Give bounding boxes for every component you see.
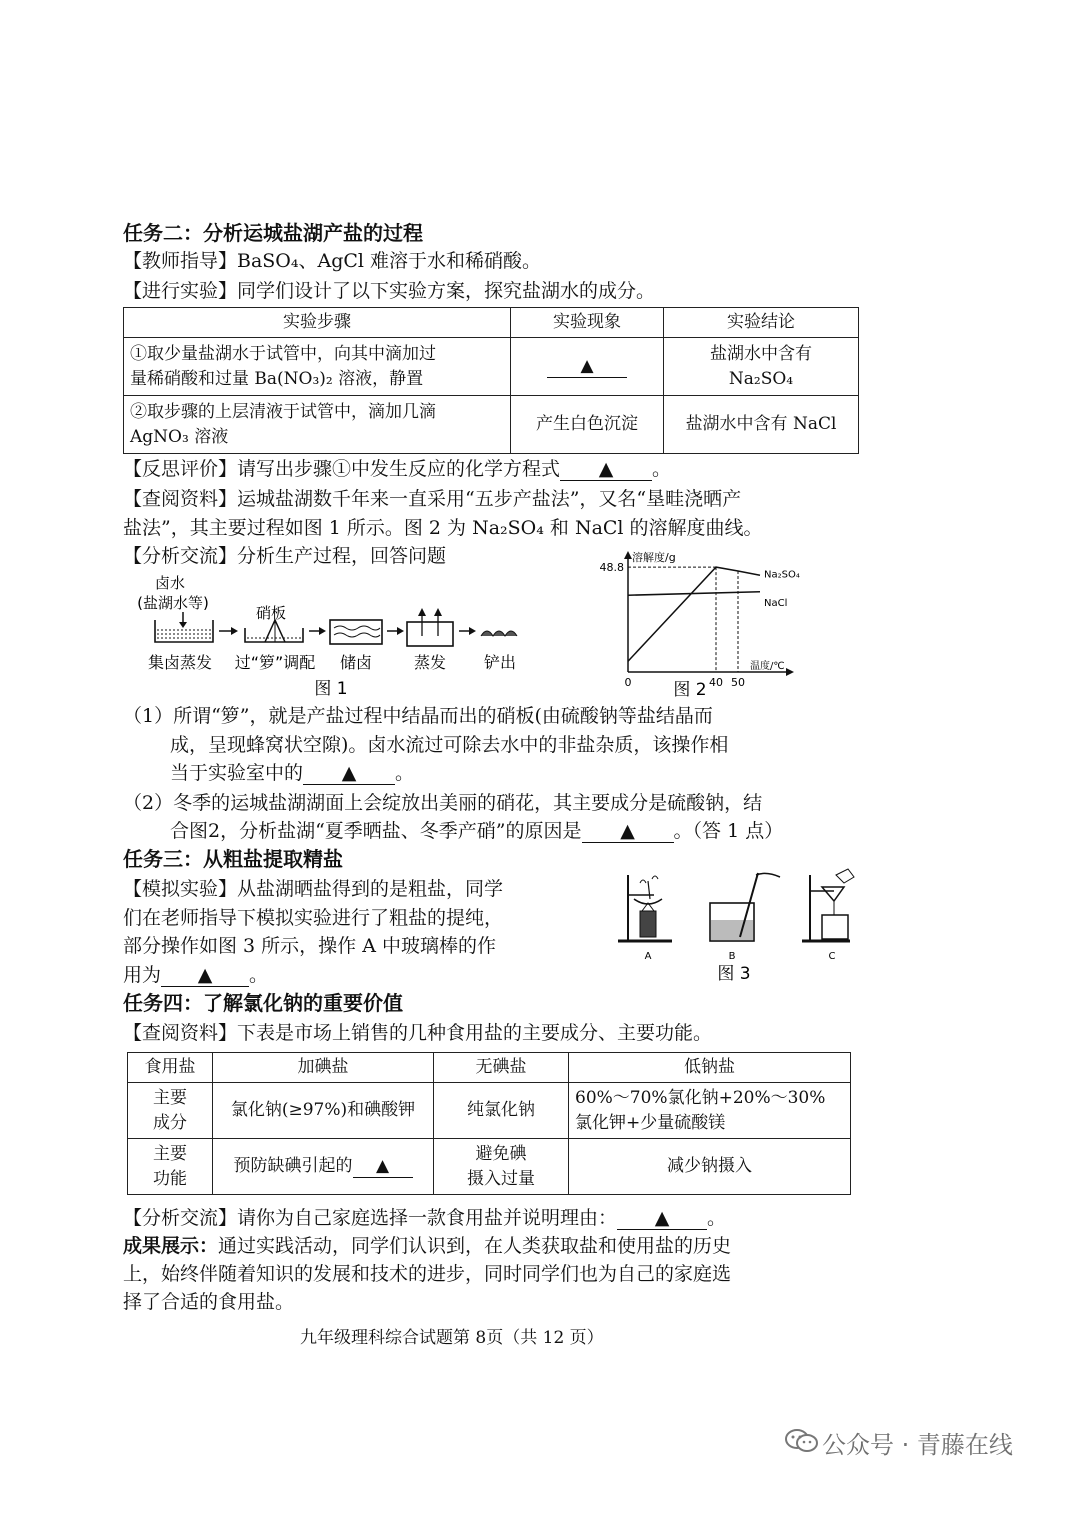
task2-title: 任务二：分析运城盐湖产盐的过程 (123, 221, 423, 245)
series-line-0 (628, 567, 760, 661)
y-axis-label: 溶解度/g (632, 551, 676, 564)
task4-title: 任务四：了解氯化钠的重要价值 (123, 991, 403, 1015)
salt-row1-lowsodium: 60%～70%氯化钠+20%～30% 氯化钾+少量硫酸镁 (569, 1083, 851, 1139)
q2-line2: 合图2，分析盐湖“夏季晒盐、冬季产硝”的原因是 ▲ 。（答 1 点） (170, 820, 784, 842)
fig3-caption: 图 3 (717, 964, 751, 984)
fig3-label-a: A (644, 951, 652, 962)
header-phenomenon: 实验现象 (511, 308, 664, 338)
salt-table (127, 1052, 851, 1195)
result-line3: 择了合适的食用盐。 (123, 1291, 295, 1313)
research-line2: 盐法”，其主要过程如图 1 所示。图 2 为 Na₂SO₄ 和 NaCl 的溶解度曲线。 (123, 517, 763, 539)
page-footer: 九年级理科综合试题第 8页（共 12 页） (300, 1328, 604, 1348)
row1-step: ①取少量盐湖水于试管中，向其中滴加过 量稀硝酸和过量 Ba(NO₃)₂ 溶液，静置 (124, 338, 511, 396)
row2-conclusion: 盐湖水中含有 NaCl (664, 396, 859, 454)
salt-row2-label: 主要 功能 (128, 1139, 213, 1195)
fig1-brine-label: 卤水 (154, 574, 186, 592)
q1-line3: 当于实验室中的 ▲ 。 (170, 762, 415, 784)
x-axis-label: 温度/℃ (750, 661, 785, 672)
salt-row2-lowsodium: 减少钠摄入 (569, 1139, 851, 1195)
fig1-step3: 储卤 (339, 653, 373, 672)
row2-step: ②取步骤的上层清液于试管中，滴加几滴 AgNO₃ 溶液 (124, 396, 511, 454)
q2-line1: （2）冬季的运城盐湖湖面上会绽放出美丽的硝花，其主要成分是硫酸钠，结 (123, 792, 763, 814)
x-tick-0: 0 (624, 676, 632, 689)
header-steps: 实验步骤 (124, 308, 511, 338)
figure2-solubility-chart (590, 545, 820, 705)
fig1-step2: 过“箩”调配 (234, 653, 316, 672)
fig1-caption: 图 1 (314, 679, 348, 699)
wechat-icon (785, 1428, 819, 1452)
fig3-label-c: C (828, 951, 836, 962)
y-tick-48-8: 48.8 (599, 561, 624, 575)
fig3-label-b: B (728, 951, 736, 962)
task3-title: 任务三：从粗盐提取精盐 (123, 847, 343, 871)
x-tick-50: 50 (731, 676, 745, 689)
header-conclusion: 实验结论 (664, 308, 859, 338)
experiment-table (123, 307, 859, 454)
experiment-intro: 【进行实验】同学们设计了以下实验方案，探究盐湖水的成分。 (123, 280, 656, 302)
row2-phenomenon: 产生白色沉淀 (511, 396, 664, 454)
salt-row1-iodized: 氯化钠(≥97%)和碘酸钾 (213, 1083, 434, 1139)
task3-line4: 用为 ▲ 。 (123, 964, 269, 986)
reflection: 【反思评价】请写出步骤①中发生反应的化学方程式 ▲ 。 (123, 458, 672, 480)
fig1-brine-sub: (盐湖水等) (137, 594, 209, 612)
fig1-step5: 铲出 (483, 653, 517, 672)
series-line-1 (628, 592, 760, 595)
analysis-intro: 【分析交流】分析生产过程，回答问题 (123, 545, 447, 567)
figure1-process (125, 570, 565, 700)
fig1-step4: 蒸发 (413, 653, 447, 672)
row1-phenomenon: ▲ (511, 338, 664, 396)
watermark-text: 公众号 · 青藤在线 (822, 1431, 1013, 1459)
salt-header-lowsodium: 低钠盐 (569, 1053, 851, 1083)
research-line1: 【查阅资料】运城盐湖数千年来一直采用“五步产盐法”，又名“垦畦浇晒产 (123, 488, 742, 510)
task3-line1: 【模拟实验】从盐湖晒盐得到的是粗盐，同学 (123, 878, 504, 900)
result-line1: 成果展示：通过实践活动，同学们认识到，在人类获取盐和使用盐的历史 (123, 1235, 732, 1257)
salt-row1-label: 主要 成分 (128, 1083, 213, 1139)
fig1-board-label: 硝板 (255, 604, 287, 622)
salt-row1-noniodized: 纯氯化钠 (434, 1083, 569, 1139)
fig1-step1: 集卤蒸发 (147, 653, 213, 672)
figure3-apparatus (610, 865, 870, 990)
result-line2: 上，始终伴随着知识的发展和技术的进步，同时同学们也为自己的家庭选 (123, 1263, 732, 1285)
salt-row2-noniodized: 避免碘 摄入过量 (434, 1139, 569, 1195)
task3-line2: 们在老师指导下模拟实验进行了粗盐的提纯， (123, 907, 504, 929)
task3-line3: 部分操作如图 3 所示，操作 A 中玻璃棒的作 (123, 935, 496, 957)
q1-line1: （1）所谓“箩”，就是产盐过程中结晶而出的硝板(由硫酸钠等盐结晶而 (123, 705, 713, 727)
teacher-guidance: 【教师指导】BaSO₄、AgCl 难溶于水和稀硝酸。 (123, 250, 542, 272)
salt-header-noniodized: 无碘盐 (434, 1053, 569, 1083)
x-tick-40: 40 (709, 676, 723, 689)
task4-analysis: 【分析交流】请你为自己家庭选择一款食用盐并说明理由： ▲ 。 (123, 1207, 727, 1229)
salt-row2-iodized: 预防缺碘引起的 ▲ (213, 1139, 434, 1195)
fig2-caption: 图 2 (673, 680, 707, 700)
series-label-1: NaCl (764, 597, 788, 609)
task4-research: 【查阅资料】下表是市场上销售的几种食用盐的主要成分、主要功能。 (123, 1022, 713, 1044)
q1-line2: 成，呈现蜂窝状空隙)。卤水流过可除去水中的非盐杂质，该操作相 (170, 734, 729, 756)
series-label-0: Na₂SO₄ (764, 569, 800, 581)
salt-header-iodized: 加碘盐 (213, 1053, 434, 1083)
salt-header-type: 食用盐 (128, 1053, 213, 1083)
row1-conclusion: 盐湖水中含有 Na₂SO₄ (664, 338, 859, 396)
